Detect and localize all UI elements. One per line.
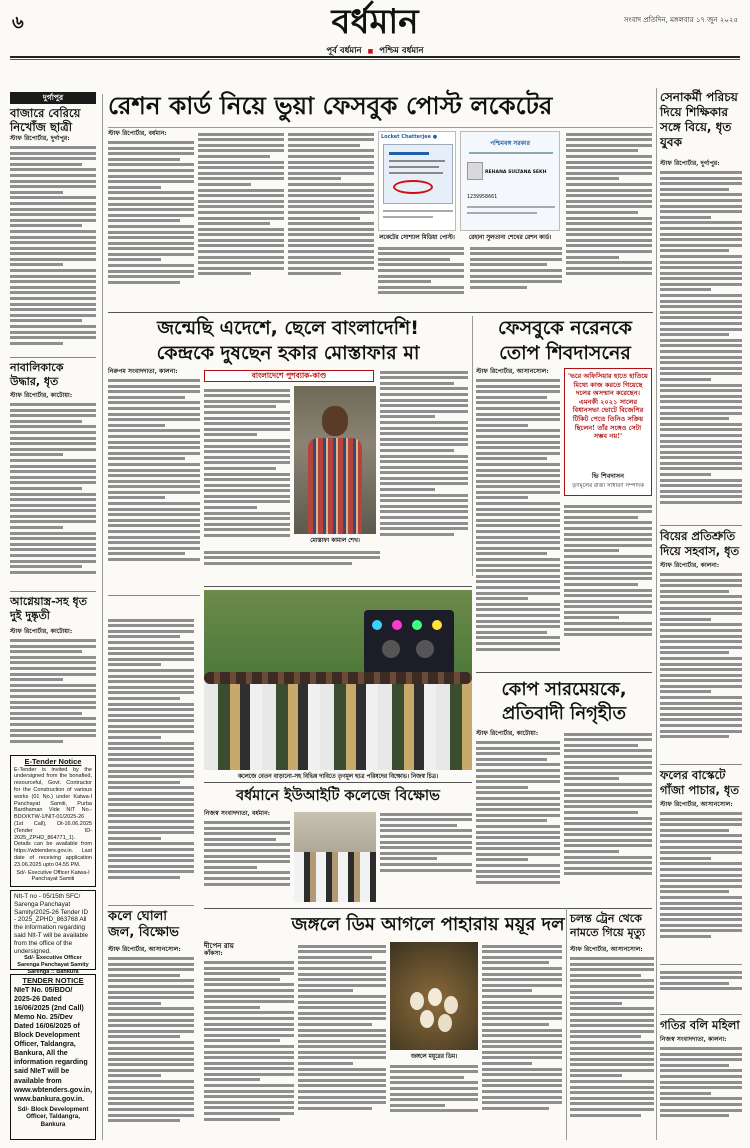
right-top-headline: সেনাকর্মী পরিচয় দিয়ে শিক্ষিকার সঙ্গে বিয়ে, ধৃত যুবক (660, 90, 738, 149)
gati-headline: গতির বলি মহিলা (660, 1018, 740, 1032)
college-protest-photo (294, 812, 376, 902)
section-rule (204, 908, 652, 909)
column-rule (656, 88, 657, 1140)
mid-left-headline1: জন্মেছি এদেশে, ছেলে বাংলাদেশি! (157, 317, 419, 339)
left2-divider (108, 595, 200, 596)
cop-body-col2 (564, 730, 652, 904)
ad-body: E-Tender is invited by the undersigned from the bonafied, resourceful, Govt. Contractor for the Construction of various works (01 No.) under Katwa-I Panchayat Samiti, Purba Bardhaman Vide NIT No.-BDO/KTW-1/NIT-01/2025-26 (1st Call), Dt-16.06.2025 (Tender ID-2025_ZPHD_864771_1). Details can be available from https://wbtenders.gov.in. Last date of receiving application 23.06.2025 upto 04.55 PM. (14, 766, 92, 868)
protest-headline: বর্ধমানে ইউআইটি কলেজে বিক্ষোভ (236, 788, 440, 804)
right-divider (660, 964, 742, 965)
ad-body: NIeT No. 05/BDO/ 2025-26 Dated 16/06/2025 (2nd Call) Memo No. 25/Dev Dated 16/06/2025 of Block Development Officer, Taldangra, Bankura, All the information regarding said NIeT will be available from www.wbtenders.gov.in, www.bankura.gov.in. (14, 985, 93, 1103)
peacock-byline: দীপেন রায় (204, 941, 234, 950)
lead-body-col6 (566, 130, 652, 310)
subtitle-right: পশ্চিম বর্ধমান (379, 46, 424, 56)
shibdasan-quote-box (564, 368, 652, 496)
person-head (322, 406, 348, 436)
mid-right-headline2: তোপ শিবদাসনের (499, 342, 631, 364)
location-tag: দুর্গাপুর (10, 92, 96, 104)
left-story1-headline: বাজারে বেরিয়ে নিখোঁজ ছাত্রী (10, 106, 81, 134)
left2-divider (108, 905, 194, 906)
lead-body-col2 (198, 130, 284, 310)
lead-body-col5 (470, 244, 562, 310)
ad-sign: Sd/- Executive Officer Katwa-I Panchayat Samiti (16, 869, 90, 883)
right-mid-body: স্টাফ রিপোর্টার, কালনা: (660, 562, 742, 758)
stage-speaker (364, 610, 454, 674)
ad-sign: Sd/- Executive Officer Sarenga Panchayat Samity Sarenga :: Bankura (17, 955, 89, 975)
peacock-body-col3 (390, 1062, 478, 1140)
column-rule (566, 908, 567, 1140)
left-divider (10, 357, 96, 358)
left-story2-body: স্টাফ রিপোর্টার, কাটোয়া: (10, 392, 96, 588)
right-low-body: স্টাফ রিপোর্টার, আসানসোল: (660, 801, 742, 961)
right-divider (660, 525, 742, 526)
ad-title: E-Tender Notice (24, 757, 82, 766)
quote-role: তৃণমূলের রাজ্য সাধারণ সম্পাদক (571, 483, 645, 489)
mid-left-body-col1: নিরুপম সংবাদদাতা, কালনা: (108, 368, 200, 600)
cop-body-col1: স্টাফ রিপোর্টার, কাটোয়া: (476, 730, 560, 904)
mid-right-headline1: ফেসবুকে নরেনকে (498, 317, 632, 339)
ad-title: TENDER NOTICE (22, 976, 84, 985)
right-low-headline: ফলের বাস্কেটে গাঁজা পাচার, ধৃত (660, 768, 739, 797)
right-divider (660, 1014, 742, 1015)
section-rule (476, 672, 652, 673)
masthead-rule-thin (10, 59, 740, 60)
protest-body-col1: নিজস্ব সংবাদদাতা, বর্ধমান: (204, 810, 290, 904)
left-story4-headline: কলে ঘোলা জল, বিক্ষোভ (108, 909, 179, 940)
subtitle-separator: ■ (367, 48, 374, 55)
cop-headline1: কোপ সারমেয়কে, (501, 679, 627, 700)
portrait-caption: মোস্তাফা কামাল শেখ। (310, 538, 360, 544)
mid-left-body-bottom (204, 548, 380, 582)
left-story4-body: স্টাফ রিপোর্টার, আসানসোল: (108, 946, 194, 1140)
quote-signature: ভি শিবদাসন (591, 472, 625, 480)
left-divider (10, 591, 96, 592)
crowd (204, 680, 472, 770)
lead-facebook-post-image (378, 131, 456, 231)
left-story3-body: স্টাফ রিপোর্টার, কাটোয়া: (10, 628, 96, 752)
subtitle-left: পূর্ব বর্ধমান (326, 46, 362, 56)
card-title: পশ্চিমবঙ্গ সরকার (490, 140, 530, 147)
lead-img1-caption: লকেটের সোশ্যাল মিডিয়া পোস্ট। (379, 235, 455, 241)
protest-photo (204, 590, 472, 770)
peacock-body-col2 (298, 942, 386, 1140)
right-top-body: স্টাফ রিপোর্টার, দুর্গাপুর: (660, 160, 742, 520)
masthead-title: বর্ধমান (331, 2, 419, 42)
mid-left-headline2: কেন্দ্রকে দুষছেন হকার মোস্তাফার মা (156, 342, 420, 364)
mid-left-body-col3 (380, 368, 468, 582)
post-header: Locket Chatterjee ● (381, 134, 438, 140)
ad-body: NIt-T no - 05/15th SFC/ Sarenga Panchayat Samity/2025-26 Tender ID - 2025_ZPHD_863768 All the information regarding said NIt-T will be available from the office of the undersigned. (14, 893, 89, 955)
lead-body-col4 (378, 244, 464, 310)
card-holder-name: REHANA SULTANA SEKH (485, 170, 547, 175)
section-rule (108, 312, 653, 313)
ration-card-image (460, 131, 560, 231)
edition-line: সংবাদ প্রতিদিন, মঙ্গলবার ১৭ জুন ২০২৫ (623, 16, 738, 24)
page-number: ৬ (12, 12, 24, 33)
left-story1-body: স্টাফ রিপোর্টার, দুর্গাপুর: (10, 135, 96, 353)
left-story2-headline: নাবালিকাকে উদ্ধার, ধৃত (10, 361, 64, 388)
masthead-rule (10, 56, 740, 58)
peacock-eggs-photo (390, 942, 478, 1050)
right-mid-headline: বিয়ের প্রতিশ্রুতি দিয়ে সহবাস, ধৃত (660, 529, 740, 558)
peacock-photo-caption: জঙ্গলে ময়ূরের ডিম। (410, 1054, 458, 1060)
peacock-body-col4 (482, 942, 562, 1140)
left2-upper-body (108, 616, 194, 901)
peacock-body-col1: কাঁকসা: (204, 950, 294, 1140)
section-rule (204, 586, 472, 587)
protest-caption: কলেজে বেতন বাড়ানো-সহ বিভিন্ন দাবিতে তৃণমূল ছাত্র পরিষদের বিক্ষোভ। নিজস্ব চিত্র। (237, 774, 439, 780)
right-divider (660, 764, 742, 765)
right-low-body-cont (660, 968, 742, 1010)
card-id: 1239958661 (467, 194, 498, 200)
mid-right-body-col1: স্টাফ রিপোর্টার, আসানসোল: (476, 368, 560, 668)
left-story3-side-headline (108, 599, 200, 613)
train-body: স্টাফ রিপোর্টার, আসানসোল: (570, 946, 654, 1140)
lead-body-col1: স্টাফ রিপোর্টার, বর্ধমান: (108, 130, 194, 310)
left-story3-headline: আগ্নেয়াস্ত্র-সহ ধৃত দুই দুষ্কৃতী (10, 595, 87, 622)
column-rule (472, 316, 473, 576)
ad-sign: Sd/- Block Development Officer, Taldangra, Bankura (17, 1105, 89, 1128)
person-body (308, 438, 362, 534)
column-rule (102, 94, 103, 1140)
mid-left-kicker: বাংলাদেশে পুশব্যাক-কাণ্ড (204, 370, 374, 382)
quote-text: 'ভরে অফিসিয়ার হাতে হাতিয়ে মিথ্যে কাজ করতে গিয়েছে দলের অসম্মান করেছেন। এমনকী ২০২১ সালের বিধানসভা ভোটে বিজেপির টিকিট পেতে তিনিও সক্রিয় ছিলেন! তাঁর সঙ্গেও সেটা সম্ভব নয়!' (568, 372, 648, 441)
section-rule (204, 782, 472, 783)
tender-ad-taldangra (10, 974, 96, 1140)
tender-ad-katwa (10, 755, 96, 887)
train-headline: চলন্ত ট্রেন থেকে নামতে গিয়ে মৃত্যু (570, 912, 646, 939)
mid-right-body-col2 (564, 502, 652, 668)
gati-body: নিজস্ব সংবাদদাতা, কালনা: (660, 1036, 742, 1140)
lead-rule (108, 127, 653, 128)
lead-body-col3 (288, 130, 374, 310)
protest-body-col3 (380, 810, 472, 904)
cop-headline2: প্রতিবাদী নিগৃহীত (501, 703, 626, 724)
mostafa-portrait-photo (294, 386, 376, 534)
peacock-headline: জঙ্গলে ডিম আগলে পাহারায় ময়ূর দল (291, 914, 565, 935)
lead-img2-caption: রেহানা সুলতানা শেখের রেশন কার্ড। (468, 235, 552, 241)
lead-headline: রেশন কার্ড নিয়ে ভুয়া ফেসবুক পোস্ট লকেটের (108, 91, 553, 120)
tender-ad-sarenga (10, 890, 96, 975)
